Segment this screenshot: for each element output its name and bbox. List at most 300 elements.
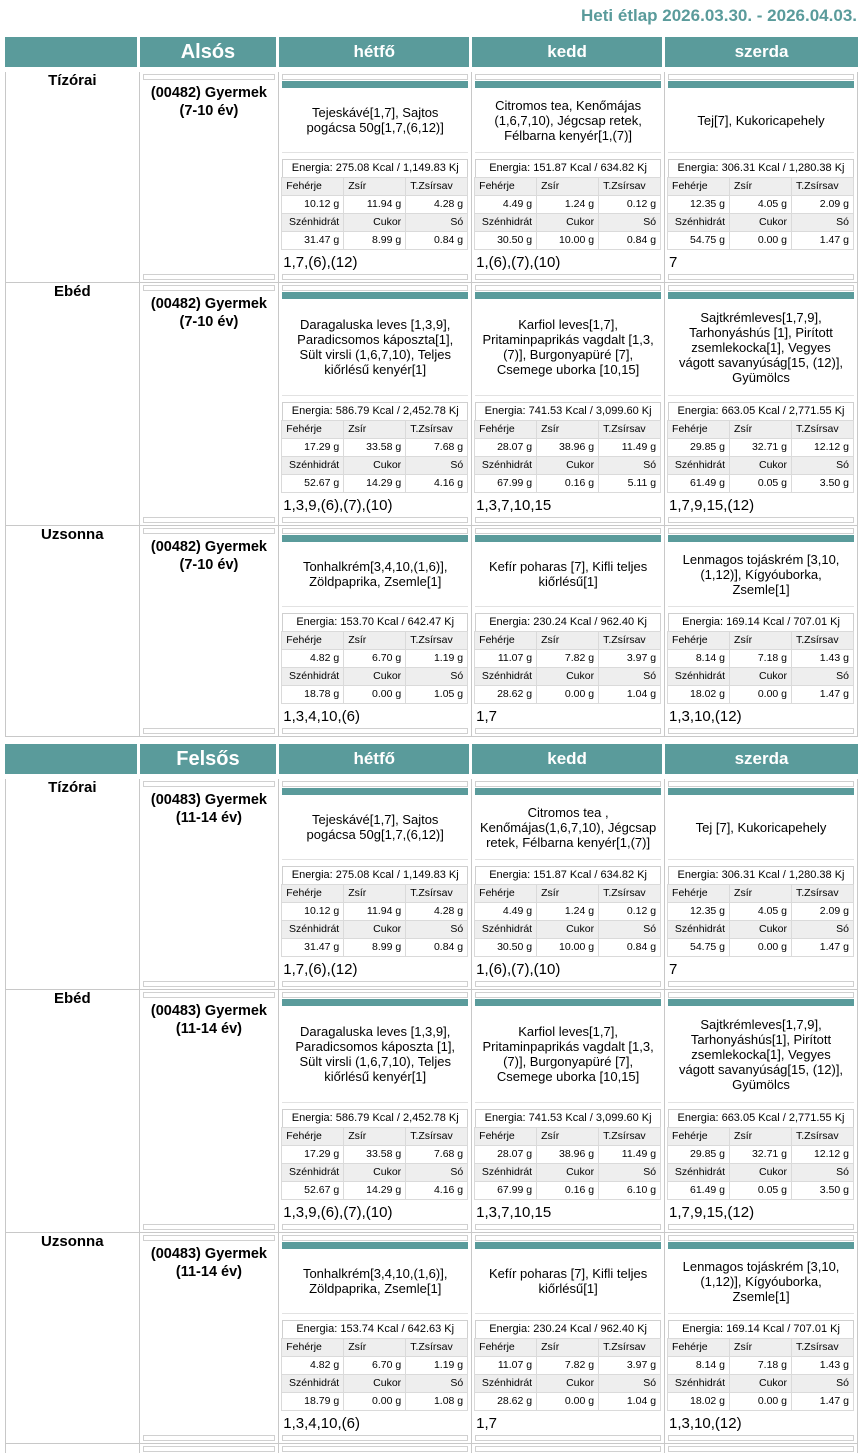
nutrient-header-fat: Zsír <box>729 884 792 903</box>
nutrient-header-carbs: Szénhidrát <box>667 1163 730 1182</box>
row-uzsonna <box>5 526 858 737</box>
accent-bar <box>282 81 468 88</box>
cell-bottom-strip <box>475 981 661 987</box>
header-empty-cell <box>5 744 140 779</box>
group-cell <box>140 72 280 283</box>
nutrient-value-fat: 7.18 g <box>729 649 792 668</box>
table-header-row <box>5 37 858 72</box>
nutrient-value-protein: 17.29 g <box>281 438 344 457</box>
nutrient-header-salt: Só <box>598 213 661 232</box>
cell-top-strip <box>143 1446 276 1452</box>
menu-items-text: Tejeskávé[1,7], Sajtos pogácsa 50g[1,7,(6,12)] <box>282 88 468 153</box>
cell-top-strip <box>143 781 276 787</box>
allergen-codes: 1,3,7,10,15 <box>476 497 552 514</box>
day-menu-block <box>282 1242 468 1434</box>
nutrient-value-fat: 32.71 g <box>729 1145 792 1164</box>
cell-bottom-strip <box>282 981 468 987</box>
cell-top-strip <box>475 74 661 80</box>
meal-label: Tízórai <box>5 779 140 990</box>
day-menu-block <box>475 81 661 273</box>
nutrient-table <box>475 632 661 704</box>
nutrient-value-salt: 1.47 g <box>791 231 854 250</box>
accent-bar <box>668 292 854 299</box>
allergen-codes: 1,3,10,(12) <box>669 1415 742 1432</box>
nutrient-value-fat: 7.82 g <box>536 649 599 668</box>
cell-top-strip <box>475 1235 661 1241</box>
cutoff-group-cell <box>140 1444 280 1453</box>
nutrient-header-protein: Fehérje <box>281 1127 344 1146</box>
cell-bottom-strip <box>668 274 854 280</box>
accent-bar <box>475 788 661 795</box>
allergen-codes: 1,3,10,(12) <box>669 708 742 725</box>
nutrient-header-salt: Só <box>598 456 661 475</box>
menu-table-felsos <box>5 744 858 1453</box>
menu-items-text: Daragaluska leves [1,3,9], Paradicsomos káposzta [1], Sült virsli (1,6,7,10), Teljes kiőrlésű kenyér[1] <box>282 1006 468 1103</box>
nutrient-header-satfat: T.Zsírsav <box>405 1127 468 1146</box>
allergen-codes: 1,3,9,(6),(7),(10) <box>283 1204 393 1221</box>
cell-top-strip <box>475 1446 661 1452</box>
header-day-monday: hétfő <box>279 744 472 779</box>
cell-top-strip <box>282 74 468 80</box>
nutrient-value-protein: 10.12 g <box>281 195 344 214</box>
nutrient-value-fat: 32.71 g <box>729 438 792 457</box>
nutrient-value-sugar: 0.00 g <box>343 1392 406 1411</box>
nutrient-header-sugar: Cukor <box>343 920 406 939</box>
group-code: (00483) Gyermek <box>150 1003 267 1019</box>
nutrient-value-sugar: 0.16 g <box>536 474 599 493</box>
day-menu-block <box>668 535 854 727</box>
menu-items-text: Tonhalkrém[3,4,10,(1,6)], Zöldpaprika, Zsemle[1] <box>282 1249 468 1314</box>
nutrient-value-satfat: 2.09 g <box>791 902 854 921</box>
menu-cell-tuesday <box>472 1233 665 1444</box>
nutrient-value-salt: 1.47 g <box>791 938 854 957</box>
header-group-alsos: Alsós <box>140 37 280 72</box>
menu-items-text: Tonhalkrém[3,4,10,(1,6)], Zöldpaprika, Zsemle[1] <box>282 542 468 607</box>
allergen-codes: 1,7,(6),(12) <box>283 961 358 978</box>
cell-top-strip <box>282 1235 468 1241</box>
nutrient-header-protein: Fehérje <box>281 1338 344 1357</box>
nutrient-header-protein: Fehérje <box>667 177 730 196</box>
energy-line: Energia: 275.08 Kcal / 1,149.83 Kj <box>282 866 468 885</box>
cell-bottom-strip <box>475 728 661 734</box>
group-name <box>140 990 279 1050</box>
group-age: (7-10 év) <box>179 103 239 119</box>
nutrient-value-protein: 4.82 g <box>281 1356 344 1375</box>
nutrient-value-fat: 11.94 g <box>343 902 406 921</box>
menu-items-text: Kefír poharas [7], Kifli teljes kiőrlésű[1] <box>475 1249 661 1314</box>
nutrient-header-salt: Só <box>405 667 468 686</box>
nutrient-header-sugar: Cukor <box>536 456 599 475</box>
nutrient-value-fat: 33.58 g <box>343 438 406 457</box>
group-age: (7-10 év) <box>179 314 239 330</box>
nutrient-header-fat: Zsír <box>343 177 406 196</box>
header-day-tuesday: kedd <box>472 744 665 779</box>
cell-bottom-strip <box>282 728 468 734</box>
menu-items-text: Sajtkrémleves[1,7,9], Tarhonyáshús[1], Pirított zsemlekocka[1], Vegyes vágott savanyúság[15, (12)], Gyümölcs <box>668 1006 854 1103</box>
nutrient-value-carbs: 67.99 g <box>474 474 537 493</box>
cell-bottom-strip <box>282 517 468 523</box>
nutrient-header-satfat: T.Zsírsav <box>405 1338 468 1357</box>
nutrient-value-protein: 11.07 g <box>474 1356 537 1375</box>
nutrient-header-satfat: T.Zsírsav <box>791 631 854 650</box>
nutrient-header-fat: Zsír <box>343 631 406 650</box>
nutrient-value-carbs: 30.50 g <box>474 938 537 957</box>
allergen-codes: 1,7,9,15,(12) <box>669 1204 755 1221</box>
nutrient-value-fat: 6.70 g <box>343 649 406 668</box>
nutrient-value-sugar: 0.00 g <box>536 1392 599 1411</box>
nutrient-value-salt: 1.08 g <box>405 1392 468 1411</box>
nutrient-header-carbs: Szénhidrát <box>474 213 537 232</box>
nutrient-value-salt: 0.84 g <box>405 231 468 250</box>
day-menu-block <box>282 788 468 980</box>
energy-line: Energia: 663.05 Kcal / 2,771.55 Kj <box>668 402 854 421</box>
menu-cell-tuesday <box>472 990 665 1233</box>
nutrient-value-carbs: 28.62 g <box>474 685 537 704</box>
cell-top-strip <box>668 1235 854 1241</box>
cutoff-day-cell <box>279 1444 472 1453</box>
group-cell <box>140 283 280 526</box>
menu-cell-tuesday <box>472 283 665 526</box>
nutrient-header-satfat: T.Zsírsav <box>598 631 661 650</box>
accent-bar <box>668 535 854 542</box>
nutrient-header-salt: Só <box>791 213 854 232</box>
accent-bar <box>475 999 661 1006</box>
nutrient-value-salt: 3.50 g <box>791 474 854 493</box>
nutrient-table <box>282 178 468 250</box>
cell-bottom-strip <box>668 1224 854 1230</box>
cell-bottom-strip <box>668 981 854 987</box>
cell-top-strip <box>282 992 468 998</box>
nutrient-header-salt: Só <box>405 213 468 232</box>
nutrient-table <box>668 421 854 493</box>
group-name <box>140 1233 279 1293</box>
nutrient-header-protein: Fehérje <box>281 631 344 650</box>
nutrient-value-satfat: 1.43 g <box>791 1356 854 1375</box>
day-menu-block <box>282 292 468 516</box>
group-name <box>140 779 279 839</box>
header-empty-cell <box>5 37 140 72</box>
row-ebed <box>5 283 858 526</box>
nutrient-value-fat: 4.05 g <box>729 195 792 214</box>
group-age: (7-10 év) <box>179 557 239 573</box>
group-cell <box>140 1233 280 1444</box>
nutrient-header-salt: Só <box>791 1374 854 1393</box>
nutrient-value-carbs: 52.67 g <box>281 1181 344 1200</box>
nutrient-header-protein: Fehérje <box>474 1127 537 1146</box>
nutrient-value-carbs: 52.67 g <box>281 474 344 493</box>
nutrient-header-fat: Zsír <box>729 1338 792 1357</box>
nutrient-value-protein: 12.35 g <box>667 195 730 214</box>
cell-bottom-strip <box>143 274 276 280</box>
nutrient-header-sugar: Cukor <box>536 213 599 232</box>
nutrient-value-satfat: 7.68 g <box>405 438 468 457</box>
row-ebed <box>5 990 858 1233</box>
allergen-codes: 7 <box>669 961 678 978</box>
nutrient-header-salt: Só <box>791 920 854 939</box>
cutoff-day-cell <box>665 1444 858 1453</box>
meal-label: Uzsonna <box>5 1233 140 1444</box>
nutrient-header-protein: Fehérje <box>667 1127 730 1146</box>
nutrient-header-carbs: Szénhidrát <box>667 456 730 475</box>
allergen-codes: 1,(6),(7),(10) <box>476 254 561 271</box>
energy-line: Energia: 151.87 Kcal / 634.82 Kj <box>475 159 661 178</box>
nutrient-header-salt: Só <box>405 1374 468 1393</box>
menu-items-text: Karfiol leves[1,7], Pritaminpaprikás vagdalt [1,3,(7)], Burgonyapüré [7], Csemege uborka [10,15] <box>475 299 661 396</box>
nutrient-value-sugar: 8.99 g <box>343 231 406 250</box>
nutrient-header-protein: Fehérje <box>667 1338 730 1357</box>
nutrient-header-protein: Fehérje <box>474 420 537 439</box>
menu-cell-monday <box>279 283 472 526</box>
nutrient-header-fat: Zsír <box>343 1338 406 1357</box>
nutrient-value-satfat: 11.49 g <box>598 438 661 457</box>
nutrient-value-sugar: 0.00 g <box>729 685 792 704</box>
nutrient-value-sugar: 0.05 g <box>729 1181 792 1200</box>
meal-label: Ebéd <box>5 283 140 526</box>
allergen-codes: 1,7 <box>476 1415 498 1432</box>
cell-top-strip <box>668 781 854 787</box>
nutrient-value-salt: 1.04 g <box>598 1392 661 1411</box>
nutrient-table <box>475 421 661 493</box>
nutrient-header-sugar: Cukor <box>729 1163 792 1182</box>
nutrient-header-sugar: Cukor <box>536 667 599 686</box>
cutoff-day-cell <box>472 1444 665 1453</box>
nutrient-value-sugar: 0.00 g <box>536 685 599 704</box>
nutrient-value-sugar: 8.99 g <box>343 938 406 957</box>
day-menu-block <box>475 292 661 516</box>
group-age: (11-14 év) <box>175 810 242 826</box>
cell-top-strip <box>668 285 854 291</box>
nutrient-header-carbs: Szénhidrát <box>281 667 344 686</box>
nutrient-header-sugar: Cukor <box>343 667 406 686</box>
group-code: (00482) Gyermek <box>150 85 267 101</box>
cell-bottom-strip <box>143 517 276 523</box>
nutrient-header-fat: Zsír <box>729 1127 792 1146</box>
nutrient-value-carbs: 31.47 g <box>281 231 344 250</box>
menu-items-text: Citromos tea, Kenőmájas (1,6,7,10), Jégcsap retek, Félbarna kenyér[1,(7)] <box>475 88 661 153</box>
nutrient-table <box>282 1339 468 1411</box>
cell-bottom-strip <box>668 1435 854 1441</box>
nutrient-header-satfat: T.Zsírsav <box>791 177 854 196</box>
meal-label: Ebéd <box>5 990 140 1233</box>
menu-cell-tuesday <box>472 72 665 283</box>
nutrient-header-salt: Só <box>791 667 854 686</box>
nutrient-table <box>668 1339 854 1411</box>
nutrient-header-fat: Zsír <box>729 420 792 439</box>
cell-top-strip <box>475 992 661 998</box>
cell-bottom-strip <box>475 1224 661 1230</box>
nutrient-header-satfat: T.Zsírsav <box>598 177 661 196</box>
accent-bar <box>668 81 854 88</box>
allergen-codes: 1,3,9,(6),(7),(10) <box>283 497 393 514</box>
menu-cell-monday <box>279 526 472 737</box>
nutrient-header-sugar: Cukor <box>729 456 792 475</box>
cell-top-strip <box>668 528 854 534</box>
nutrient-value-carbs: 18.79 g <box>281 1392 344 1411</box>
nutrient-value-salt: 0.84 g <box>405 938 468 957</box>
nutrient-value-carbs: 61.49 g <box>667 1181 730 1200</box>
group-age: (11-14 év) <box>175 1021 242 1037</box>
nutrient-table <box>668 632 854 704</box>
cell-top-strip <box>475 528 661 534</box>
day-menu-block <box>282 535 468 727</box>
day-menu-block <box>475 999 661 1223</box>
menu-items-text: Lenmagos tojáskrém [3,10,(1,12)], Kígyóuborka, Zsemle[1] <box>668 1249 854 1314</box>
nutrient-value-carbs: 18.02 g <box>667 685 730 704</box>
nutrient-table <box>475 1128 661 1200</box>
cell-bottom-strip <box>143 1224 276 1230</box>
cell-top-strip <box>668 1446 854 1452</box>
accent-bar <box>668 1242 854 1249</box>
nutrient-header-satfat: T.Zsírsav <box>791 420 854 439</box>
nutrient-header-satfat: T.Zsírsav <box>405 884 468 903</box>
nutrient-header-sugar: Cukor <box>343 456 406 475</box>
group-code: (00482) Gyermek <box>150 539 267 555</box>
group-name <box>140 72 279 132</box>
cell-top-strip <box>143 74 276 80</box>
allergen-codes: 1,3,7,10,15 <box>476 1204 552 1221</box>
nutrient-header-salt: Só <box>791 1163 854 1182</box>
nutrient-value-satfat: 3.97 g <box>598 1356 661 1375</box>
row-tizorai <box>5 72 858 283</box>
menu-items-text: Sajtkrémleves[1,7,9], Tarhonyáshús [1], Pirított zsemlekocka[1], Vegyes vágott savanyúság[15, (12)], Gyümölcs <box>668 299 854 396</box>
nutrient-header-sugar: Cukor <box>536 1163 599 1182</box>
menu-cell-wednesday <box>665 283 858 526</box>
cell-top-strip <box>282 781 468 787</box>
accent-bar <box>282 292 468 299</box>
nutrient-header-satfat: T.Zsírsav <box>405 420 468 439</box>
nutrient-value-sugar: 10.00 g <box>536 231 599 250</box>
menu-items-text: Daragaluska leves [1,3,9], Paradicsomos káposzta[1], Sült virsli (1,6,7,10), Teljes kiőrlésű kenyér[1] <box>282 299 468 396</box>
nutrient-value-sugar: 0.00 g <box>729 231 792 250</box>
nutrient-header-carbs: Szénhidrát <box>474 667 537 686</box>
nutrient-value-fat: 1.24 g <box>536 195 599 214</box>
allergen-codes: 1,7 <box>476 708 498 725</box>
nutrient-header-carbs: Szénhidrát <box>474 920 537 939</box>
nutrient-value-satfat: 4.28 g <box>405 195 468 214</box>
nutrient-header-satfat: T.Zsírsav <box>405 177 468 196</box>
nutrient-table <box>282 421 468 493</box>
nutrient-value-protein: 4.49 g <box>474 902 537 921</box>
allergen-codes: 1,7,9,15,(12) <box>669 497 755 514</box>
nutrient-value-fat: 1.24 g <box>536 902 599 921</box>
accent-bar <box>282 1242 468 1249</box>
nutrient-header-fat: Zsír <box>536 1127 599 1146</box>
nutrient-value-sugar: 0.00 g <box>729 938 792 957</box>
nutrient-header-satfat: T.Zsírsav <box>598 1127 661 1146</box>
nutrient-header-carbs: Szénhidrát <box>474 1374 537 1393</box>
cell-bottom-strip <box>668 728 854 734</box>
nutrient-header-protein: Fehérje <box>474 177 537 196</box>
nutrient-header-fat: Zsír <box>343 884 406 903</box>
nutrient-header-carbs: Szénhidrát <box>474 456 537 475</box>
nutrient-table <box>475 178 661 250</box>
energy-line: Energia: 306.31 Kcal / 1,280.38 Kj <box>668 159 854 178</box>
menu-cell-wednesday <box>665 779 858 990</box>
nutrient-header-sugar: Cukor <box>343 1163 406 1182</box>
meal-label: Tízórai <box>5 72 140 283</box>
nutrient-header-protein: Fehérje <box>667 420 730 439</box>
nutrient-header-fat: Zsír <box>536 420 599 439</box>
nutrient-header-sugar: Cukor <box>343 1374 406 1393</box>
nutrient-header-fat: Zsír <box>729 177 792 196</box>
nutrient-header-carbs: Szénhidrát <box>667 213 730 232</box>
nutrient-value-protein: 4.49 g <box>474 195 537 214</box>
nutrient-value-salt: 4.16 g <box>405 1181 468 1200</box>
nutrient-value-fat: 11.94 g <box>343 195 406 214</box>
nutrient-value-carbs: 18.02 g <box>667 1392 730 1411</box>
nutrient-header-carbs: Szénhidrát <box>667 920 730 939</box>
nutrient-value-sugar: 10.00 g <box>536 938 599 957</box>
nutrient-header-salt: Só <box>791 456 854 475</box>
nutrient-header-sugar: Cukor <box>536 920 599 939</box>
group-name <box>140 283 279 343</box>
nutrient-header-carbs: Szénhidrát <box>281 456 344 475</box>
header-group-felsos: Felsős <box>140 744 280 779</box>
energy-line: Energia: 153.74 Kcal / 642.63 Kj <box>282 1320 468 1339</box>
day-menu-block <box>668 788 854 980</box>
nutrient-table <box>282 632 468 704</box>
nutrient-table <box>668 178 854 250</box>
cell-top-strip <box>282 1446 468 1452</box>
nutrient-value-satfat: 1.43 g <box>791 649 854 668</box>
menu-items-text: Karfiol leves[1,7], Pritaminpaprikás vagdalt [1,3,(7)], Burgonyapüré [7], Csemege uborka [10,15] <box>475 1006 661 1103</box>
row-uzsonna <box>5 1233 858 1444</box>
page-title: Heti étlap 2026.03.30. - 2026.04.03. <box>581 6 857 25</box>
menu-cell-monday <box>279 72 472 283</box>
accent-bar <box>668 788 854 795</box>
nutrient-value-protein: 17.29 g <box>281 1145 344 1164</box>
day-menu-block <box>668 81 854 273</box>
nutrient-header-fat: Zsír <box>536 884 599 903</box>
nutrient-value-salt: 1.47 g <box>791 1392 854 1411</box>
menu-cell-monday <box>279 990 472 1233</box>
nutrient-value-salt: 1.47 g <box>791 685 854 704</box>
allergen-codes: 1,(6),(7),(10) <box>476 961 561 978</box>
nutrient-value-salt: 3.50 g <box>791 1181 854 1200</box>
nutrient-value-fat: 7.82 g <box>536 1356 599 1375</box>
nutrient-value-salt: 6.10 g <box>598 1181 661 1200</box>
nutrient-value-carbs: 30.50 g <box>474 231 537 250</box>
nutrient-value-sugar: 0.05 g <box>729 474 792 493</box>
nutrient-value-protein: 8.14 g <box>667 1356 730 1375</box>
nutrient-header-fat: Zsír <box>536 177 599 196</box>
nutrient-header-sugar: Cukor <box>536 1374 599 1393</box>
menu-items-text: Tej [7], Kukoricapehely <box>668 795 854 860</box>
nutrient-value-protein: 8.14 g <box>667 649 730 668</box>
nutrient-value-satfat: 1.19 g <box>405 1356 468 1375</box>
cell-bottom-strip <box>475 517 661 523</box>
nutrient-header-salt: Só <box>598 1163 661 1182</box>
nutrient-value-protein: 4.82 g <box>281 649 344 668</box>
nutrient-header-carbs: Szénhidrát <box>281 213 344 232</box>
accent-bar <box>282 535 468 542</box>
menu-items-text: Citromos tea , Kenőmájas(1,6,7,10), Jégcsap retek, Félbarna kenyér[1,(7)] <box>475 795 661 860</box>
cell-bottom-strip <box>668 517 854 523</box>
menu-cell-tuesday <box>472 779 665 990</box>
group-cell <box>140 990 280 1233</box>
nutrient-header-carbs: Szénhidrát <box>281 1163 344 1182</box>
nutrient-table <box>668 1128 854 1200</box>
energy-line: Energia: 586.79 Kcal / 2,452.78 Kj <box>282 1109 468 1128</box>
cutoff-label-cell <box>5 1444 140 1453</box>
group-code: (00483) Gyermek <box>150 792 267 808</box>
nutrient-header-sugar: Cukor <box>729 920 792 939</box>
nutrient-table <box>282 1128 468 1200</box>
nutrient-table <box>475 885 661 957</box>
menu-items-text: Tejeskávé[1,7], Sajtos pogácsa 50g[1,7,(6,12)] <box>282 795 468 860</box>
day-menu-block <box>475 788 661 980</box>
group-name <box>140 526 279 586</box>
